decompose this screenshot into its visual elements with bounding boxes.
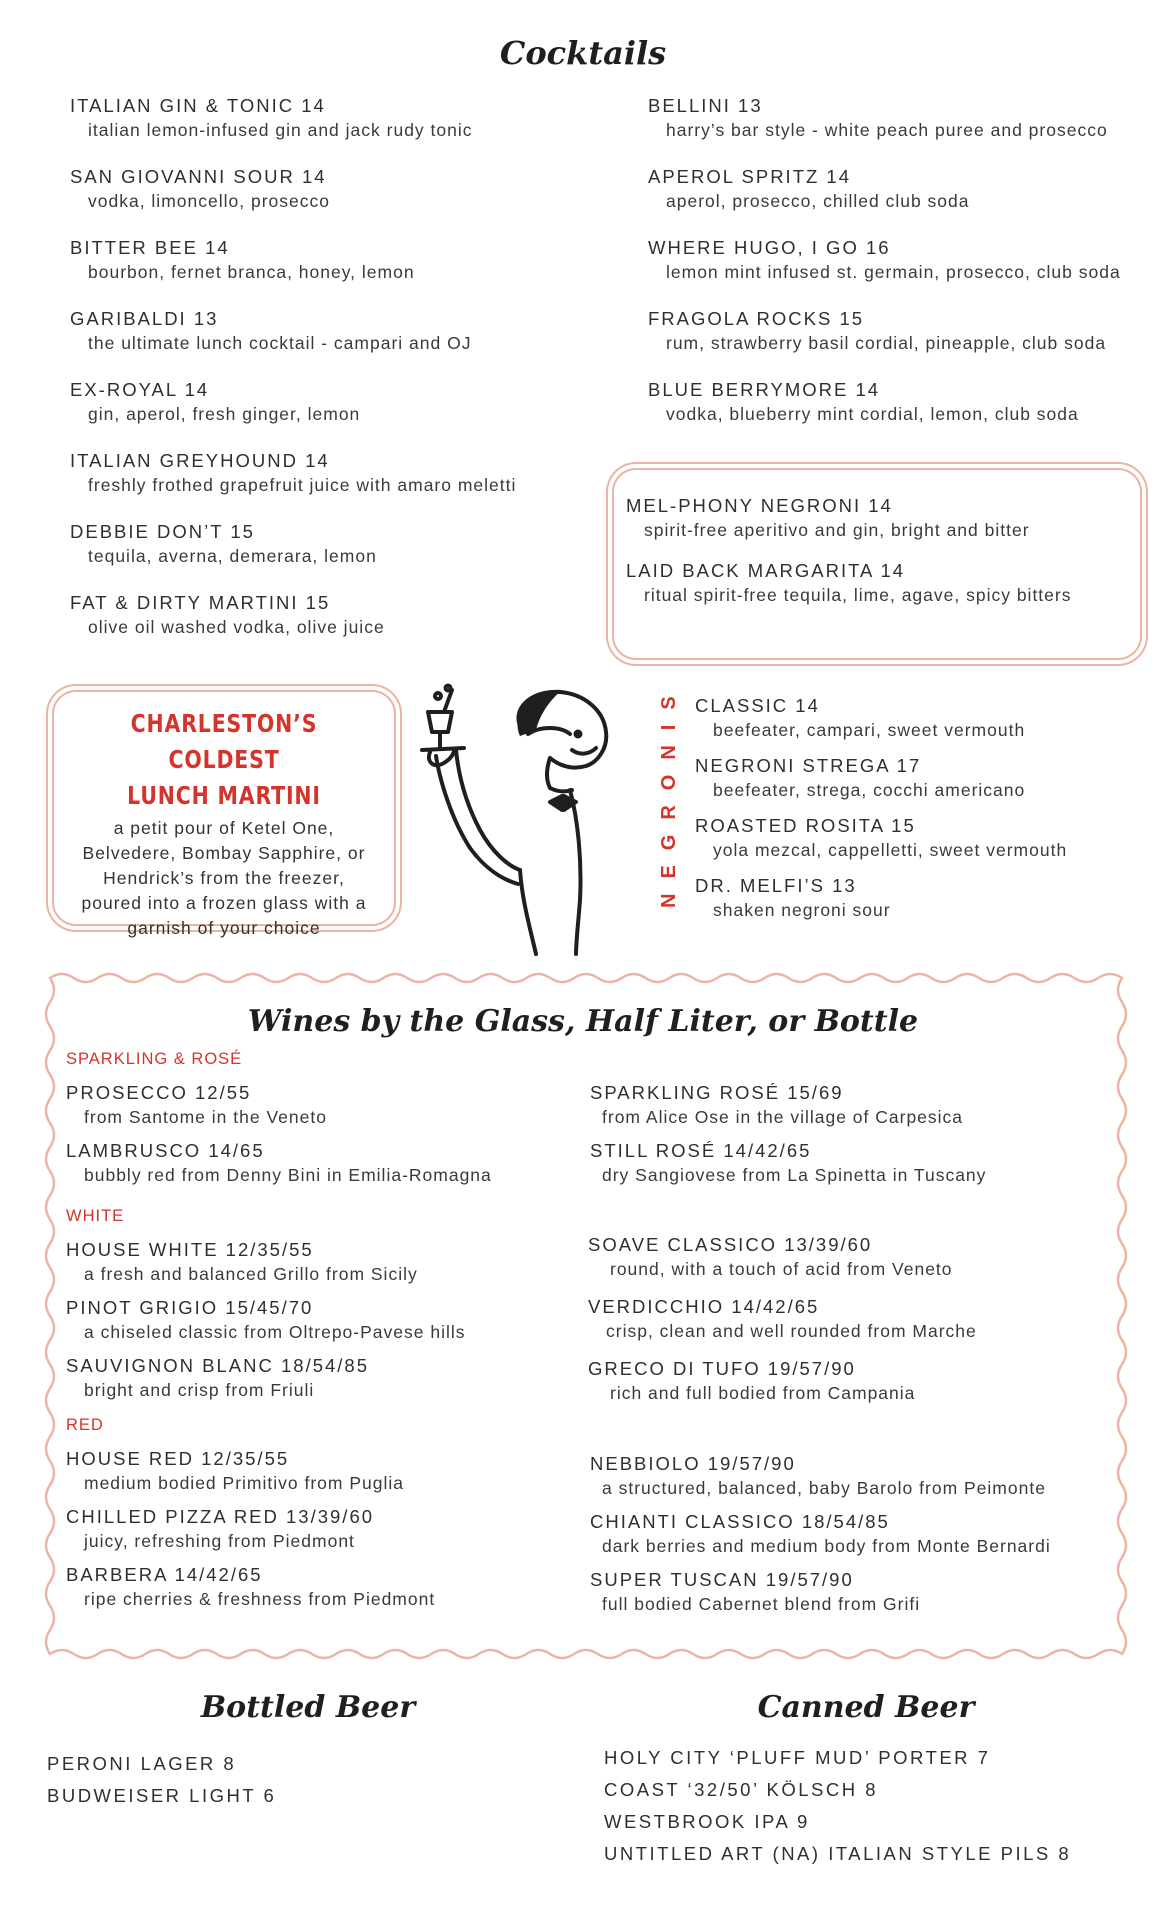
beer-item: UNTITLED ART (NA) ITALIAN STYLE PILS 8	[604, 1843, 1072, 1864]
negronis-label: NEGRONIS	[658, 681, 680, 908]
item-name: ROASTED ROSITA 15	[695, 815, 916, 836]
item-description: from Alice Ose in the village of Carpesica	[602, 1107, 964, 1127]
item-description: shaken negroni sour	[713, 900, 891, 920]
item-description: dark berries and medium body from Monte Bernardi	[602, 1536, 1051, 1556]
item-name: STILL ROSÉ 14/42/65	[590, 1140, 812, 1161]
item-description: medium bodied Primitivo from Puglia	[84, 1473, 404, 1493]
item-description: juicy, refreshing from Piedmont	[84, 1531, 355, 1551]
menu-item	[588, 1233, 977, 1281]
beer-item: PERONI LAGER 8	[47, 1753, 237, 1774]
item-name: FRAGOLA ROCKS 15	[648, 308, 865, 329]
item-description: spirit-free aperitivo and gin, bright and bitter	[644, 520, 1030, 540]
item-description: a chiseled classic from Oltrepo-Pavese hills	[84, 1322, 466, 1342]
item-description: gin, aperol, fresh ginger, lemon	[88, 404, 361, 424]
canned-beer-list	[604, 1742, 1071, 1870]
item-name: CLASSIC 14	[695, 695, 820, 716]
item-name: APEROL SPRITZ 14	[648, 166, 852, 187]
wines-title: Wines by the Glass, Half Liter, or Bottle	[247, 1004, 919, 1039]
item-name: SAN GIOVANNI SOUR 14	[70, 166, 327, 187]
item-description: crisp, clean and well rounded from Marche	[606, 1321, 977, 1341]
menu-item	[70, 449, 516, 497]
cocktails-left-column	[70, 94, 516, 662]
menu-item	[695, 694, 1067, 742]
menu-item	[648, 165, 1121, 213]
menu-item	[70, 165, 516, 213]
item-name: CHIANTI CLASSICO 18/54/85	[590, 1511, 890, 1532]
menu-item	[648, 94, 1121, 142]
negronis-list	[695, 694, 1067, 945]
item-name: GARIBALDI 13	[70, 308, 219, 329]
menu-item	[590, 1081, 986, 1129]
item-description: round, with a touch of acid from Veneto	[610, 1259, 953, 1279]
bartender-illustration	[400, 670, 630, 960]
item-name: BELLINI 13	[648, 95, 763, 116]
menu-item	[70, 94, 516, 142]
item-name: LAMBRUSCO 14/65	[66, 1140, 265, 1161]
item-description: yola mezcal, cappelletti, sweet vermouth	[713, 840, 1068, 860]
item-name: DEBBIE DON’T 15	[70, 521, 255, 542]
item-name: PROSECCO 12/55	[66, 1082, 252, 1103]
wines-right-red	[590, 1452, 1051, 1616]
special-description: a petit pour of Ketel One, Belvedere, Bombay Sapphire, or Hendrick’s from the freezer, poured into a frozen glass with a garnish of your choice	[81, 818, 367, 938]
beer-item: WESTBROOK IPA 9	[604, 1811, 810, 1832]
menu-item	[70, 378, 516, 426]
menu-item	[648, 307, 1121, 355]
item-name: HOUSE RED 12/35/55	[66, 1448, 290, 1469]
special-title-line1: CHARLESTON’S COLDEST	[130, 709, 318, 774]
menu-item	[588, 1295, 977, 1343]
item-name: EX-ROYAL 14	[70, 379, 210, 400]
cocktails-title: Cocktails	[499, 34, 667, 72]
spirit-free-box	[612, 468, 1142, 660]
special-title-line2: LUNCH MARTINI	[127, 781, 321, 810]
item-description: olive oil washed vodka, olive juice	[88, 617, 385, 637]
menu-item	[626, 494, 1071, 542]
item-name: BITTER BEE 14	[70, 237, 230, 258]
menu-item	[626, 559, 1071, 607]
item-name: GRECO DI TUFO 19/57/90	[588, 1358, 856, 1379]
item-name: FAT & DIRTY MARTINI 15	[70, 592, 331, 613]
lunch-martini-box	[52, 690, 396, 938]
item-description: italian lemon-infused gin and jack rudy tonic	[88, 120, 473, 140]
wines-right-white	[588, 1233, 977, 1405]
item-name: SAUVIGNON BLANC 18/54/85	[66, 1355, 369, 1376]
item-name: SOAVE CLASSICO 13/39/60	[588, 1234, 873, 1255]
item-name: ITALIAN GIN & TONIC 14	[70, 95, 326, 116]
menu-item	[590, 1139, 986, 1187]
menu-item	[70, 307, 516, 355]
menu-item	[588, 1357, 977, 1405]
menu-item	[66, 1296, 492, 1344]
menu-item	[66, 1563, 492, 1611]
menu-item	[66, 1447, 492, 1495]
menu-item	[70, 236, 516, 284]
item-description: beefeater, strega, cocchi americano	[713, 780, 1026, 800]
item-description: a structured, balanced, baby Barolo from Peimonte	[602, 1478, 1046, 1498]
beer-item: HOLY CITY ‘PLUFF MUD’ PORTER 7	[604, 1747, 991, 1768]
item-name: VERDICCHIO 14/42/65	[588, 1296, 820, 1317]
wines-right-sparkling	[590, 1081, 986, 1187]
menu-item	[66, 1354, 492, 1402]
red-heading: RED	[66, 1416, 104, 1434]
menu-item	[648, 236, 1121, 284]
sparkling-heading: SPARKLING & ROSÉ	[66, 1050, 243, 1068]
cocktails-right-column	[648, 94, 1121, 449]
item-description: beefeater, campari, sweet vermouth	[713, 720, 1026, 740]
item-name: LAID BACK MARGARITA 14	[626, 560, 906, 581]
wines-left-column	[66, 1050, 492, 1611]
item-name: SPARKLING ROSÉ 15/69	[590, 1082, 844, 1103]
bottled-beer-list	[47, 1748, 276, 1812]
menu-item	[66, 1139, 492, 1187]
item-description: dry Sangiovese from La Spinetta in Tuscany	[602, 1165, 987, 1185]
item-name: MEL-PHONY NEGRONI 14	[626, 495, 893, 516]
item-description: ripe cherries & freshness from Piedmont	[84, 1589, 436, 1609]
menu-item	[66, 1238, 492, 1286]
item-description: from Santome in the Veneto	[84, 1107, 327, 1127]
item-description: bubbly red from Denny Bini in Emilia-Romagna	[84, 1165, 492, 1185]
item-name: NEGRONI STREGA 17	[695, 755, 922, 776]
item-description: bourbon, fernet branca, honey, lemon	[88, 262, 415, 282]
item-name: PINOT GRIGIO 15/45/70	[66, 1297, 314, 1318]
beer-item: COAST ‘32/50’ KÖLSCH 8	[604, 1779, 879, 1800]
beer-item: BUDWEISER LIGHT 6	[47, 1785, 277, 1806]
item-description: vodka, limoncello, prosecco	[88, 191, 330, 211]
item-name: WHERE HUGO, I GO 16	[648, 237, 891, 258]
menu-item	[70, 520, 516, 568]
item-description: a fresh and balanced Grillo from Sicily	[84, 1264, 418, 1284]
item-name: SUPER TUSCAN 19/57/90	[590, 1569, 854, 1590]
item-name: BLUE BERRYMORE 14	[648, 379, 881, 400]
menu-item	[590, 1452, 1051, 1500]
canned-beer-title: Canned Beer	[757, 1690, 975, 1725]
item-description: freshly frothed grapefruit juice with amaro meletti	[88, 475, 517, 495]
item-name: CHILLED PIZZA RED 13/39/60	[66, 1506, 375, 1527]
item-description: tequila, averna, demerara, lemon	[88, 546, 377, 566]
item-description: bright and crisp from Friuli	[84, 1380, 315, 1400]
menu-item	[66, 1081, 492, 1129]
menu-item	[695, 814, 1067, 862]
menu-item	[695, 874, 1067, 922]
item-name: HOUSE WHITE 12/35/55	[66, 1239, 314, 1260]
item-description: aperol, prosecco, chilled club soda	[666, 191, 970, 211]
menu-item	[590, 1568, 1051, 1616]
item-name: BARBERA 14/42/65	[66, 1564, 263, 1585]
white-heading: WHITE	[66, 1207, 125, 1225]
item-description: lemon mint infused st. germain, prosecco, club soda	[666, 262, 1121, 282]
bottled-beer-title: Bottled Beer	[200, 1690, 416, 1725]
item-description: harry’s bar style - white peach puree and prosecco	[666, 120, 1108, 140]
item-description: rum, strawberry basil cordial, pineapple, club soda	[666, 333, 1107, 353]
menu-item	[648, 378, 1121, 426]
item-name: ITALIAN GREYHOUND 14	[70, 450, 330, 471]
item-description: the ultimate lunch cocktail - campari and OJ	[88, 333, 472, 353]
item-description: vodka, blueberry mint cordial, lemon, club soda	[666, 404, 1079, 424]
item-description: rich and full bodied from Campania	[610, 1383, 916, 1403]
menu-item	[590, 1510, 1051, 1558]
menu-item	[70, 591, 516, 639]
item-description: ritual spirit-free tequila, lime, agave, spicy bitters	[644, 585, 1072, 605]
item-description: full bodied Cabernet blend from Grifi	[602, 1594, 921, 1614]
item-name: NEBBIOLO 19/57/90	[590, 1453, 796, 1474]
item-name: DR. MELFI’S 13	[695, 875, 857, 896]
menu-item	[695, 754, 1067, 802]
menu-item	[66, 1505, 492, 1553]
